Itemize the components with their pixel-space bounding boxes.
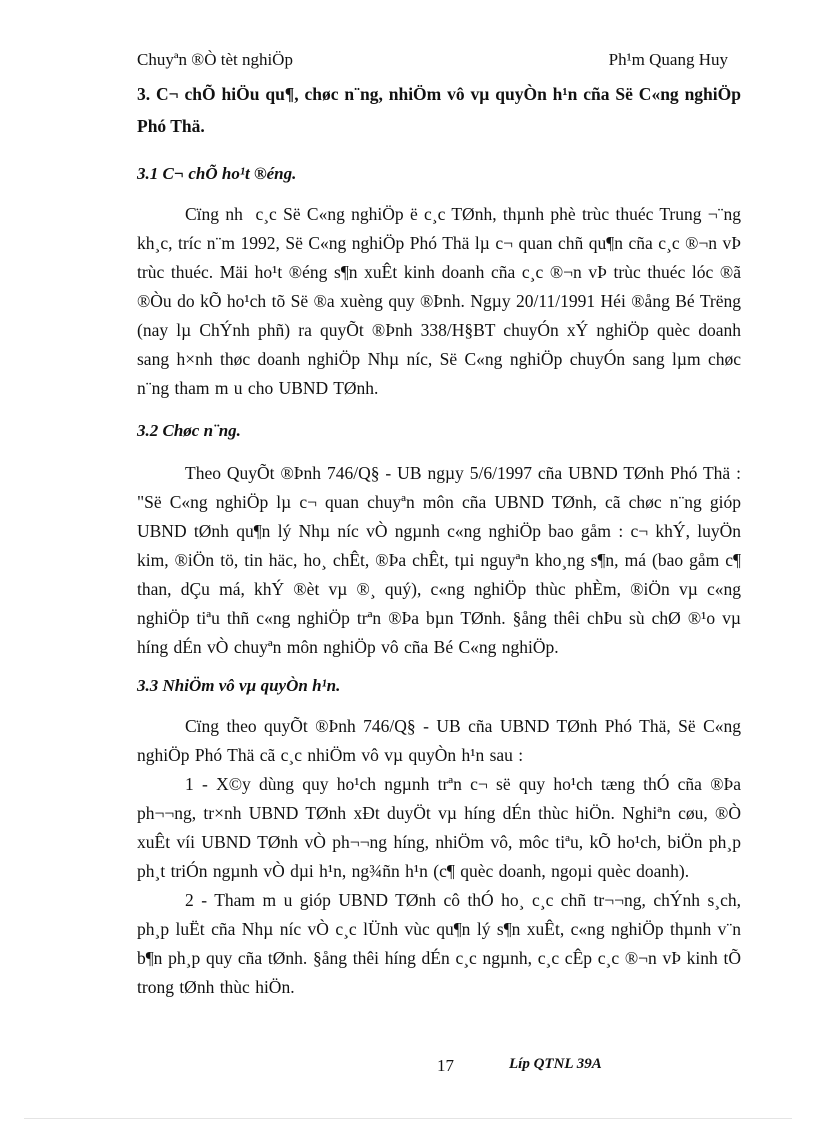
page-number: 17: [437, 1056, 454, 1075]
running-header: [137, 50, 728, 70]
subsection-heading-3-2: 3.2 Chøc n¨ng.: [137, 421, 241, 440]
subsection-heading-3-3: 3.3 NhiÖm vô vµ quyÒn h¹n.: [137, 676, 341, 695]
section-heading: 3. C¬ chÕ hiÖu qu¶, chøc n¨ng, nhiÖm vô vµ quyÒn h¹n cña Së C«ng nghiÖp Phó Thä.: [137, 84, 741, 136]
paragraph-3-3-intro: Cïng theo quyÕt ®Þnh 746/Q§ - UB cña UBND TØnh Phó Thä, Së C«ng nghiÖp Phó Thä cã c¸c nhiÖm vô vµ quyÒn h¹n sau :: [137, 716, 741, 765]
paragraph-3-3-item-1: 1 - X©y dùng quy ho¹ch ngµnh trªn c¬ së quy ho¹ch tæng thÓ cña ®Þa ph¬¬ng, tr×nh UBND TØnh xÐt duyÖt vµ híng dÉn thùc hiÖn. Nghiªn cøu, ®Ò xuÊt víi UBND TØnh vÒ ph¬¬ng híng, nhiÖm vô, môc tiªu, kÕ ho¹ch, biÖn ph¸p ph¸t triÓn ngµnh vÒ dµi h¹n, ng¾ñn h¹n (c¶ quèc doanh, ngoµi quèc doanh).: [137, 774, 741, 881]
page-footer: [0, 1056, 816, 1080]
page-content: [137, 78, 741, 1002]
bottom-divider: [24, 1118, 792, 1119]
header-author-name: Ph¹m Quang Huy: [608, 50, 728, 69]
paragraph-3-1: Cïng nh c¸c Së C«ng nghiÖp ë c¸c TØnh, thµnh phè trùc thuéc Trung ¬¨ng kh¸c, tríc n¨m 1992, Së C«ng nghiÖp Phó Thä lµ c¬ quan chñ qu¶n cña c¸c ®¬n vÞ trùc thuéc. Mäi ho¹t ®éng s¶n xuÊt kinh doanh cña c¸c ®¬n vÞ trùc thuéc lóc ®ã ®Òu do kÕ ho¹ch tõ Së ®a xuèng quy ®Þnh. Ngµy 20/11/1991 Héi ®ång Bé Trëng (nay lµ ChÝnh phñ) ra quyÕt ®Þnh 338/H§BT chuyÓn xÝ nghiÖp quèc doanh sang h×nh thøc doanh nghiÖp Nhµ níc, Së C«ng nghiÖp chuyÓn sang lµm chøc n¨ng tham m u cho UBND TØnh.: [137, 204, 741, 398]
paragraph-3-3-item-2: 2 - Tham m u gióp UBND TØnh cô thÓ ho¸ c¸c chñ tr¬¬ng, chÝnh s¸ch, ph¸p luËt cña Nhµ níc vÒ c¸c lÜnh vùc qu¶n lý s¶n xuÊt, c«ng nghiÖp thµnh v¨n b¶n ph¸p quy cña tØnh. §ång thêi híng dÉn c¸c ngµnh, c¸c cÊp c¸c ®¬n vÞ kinh tÕ trong tØnh thùc hiÖn.: [137, 890, 741, 997]
header-thesis-title: Chuyªn ®Ò tèt nghiÖp: [137, 50, 293, 69]
footer-class-label: Líp QTNL 39A: [509, 1056, 602, 1072]
subsection-heading-3-1: 3.1 C¬ chÕ ho¹t ®éng.: [137, 164, 297, 183]
paragraph-3-2: Theo QuyÕt ®Þnh 746/Q§ - UB ngµy 5/6/1997 cña UBND TØnh Phó Thä : "Së C«ng nghiÖp lµ c¬ quan chuyªn môn cña UBND TØnh, cã chøc n¨ng gióp UBND tØnh qu¶n lý Nhµ níc vÒ ngµnh c«ng nghiÖp bao gåm : c¬ khÝ, luyÖn kim, ®iÖn tö, tin häc, ho¸ chÊt, ®Þa chÊt, tµi nguyªn kho¸ng s¶n, má (bao gåm c¶ than, dÇu má, khÝ ®èt vµ ®¸ quý), c«ng nghiÖp thùc phÈm, ®iÖn vµ c«ng nghiÖp tiªu thñ c«ng nghiÖp trªn ®Þa bµn TØnh. §ång thêi chÞu sù chØ ®¹o vµ híng dÉn vÒ chuyªn môn nghiÖp vô cña Bé C«ng nghiÖp.: [137, 463, 741, 657]
